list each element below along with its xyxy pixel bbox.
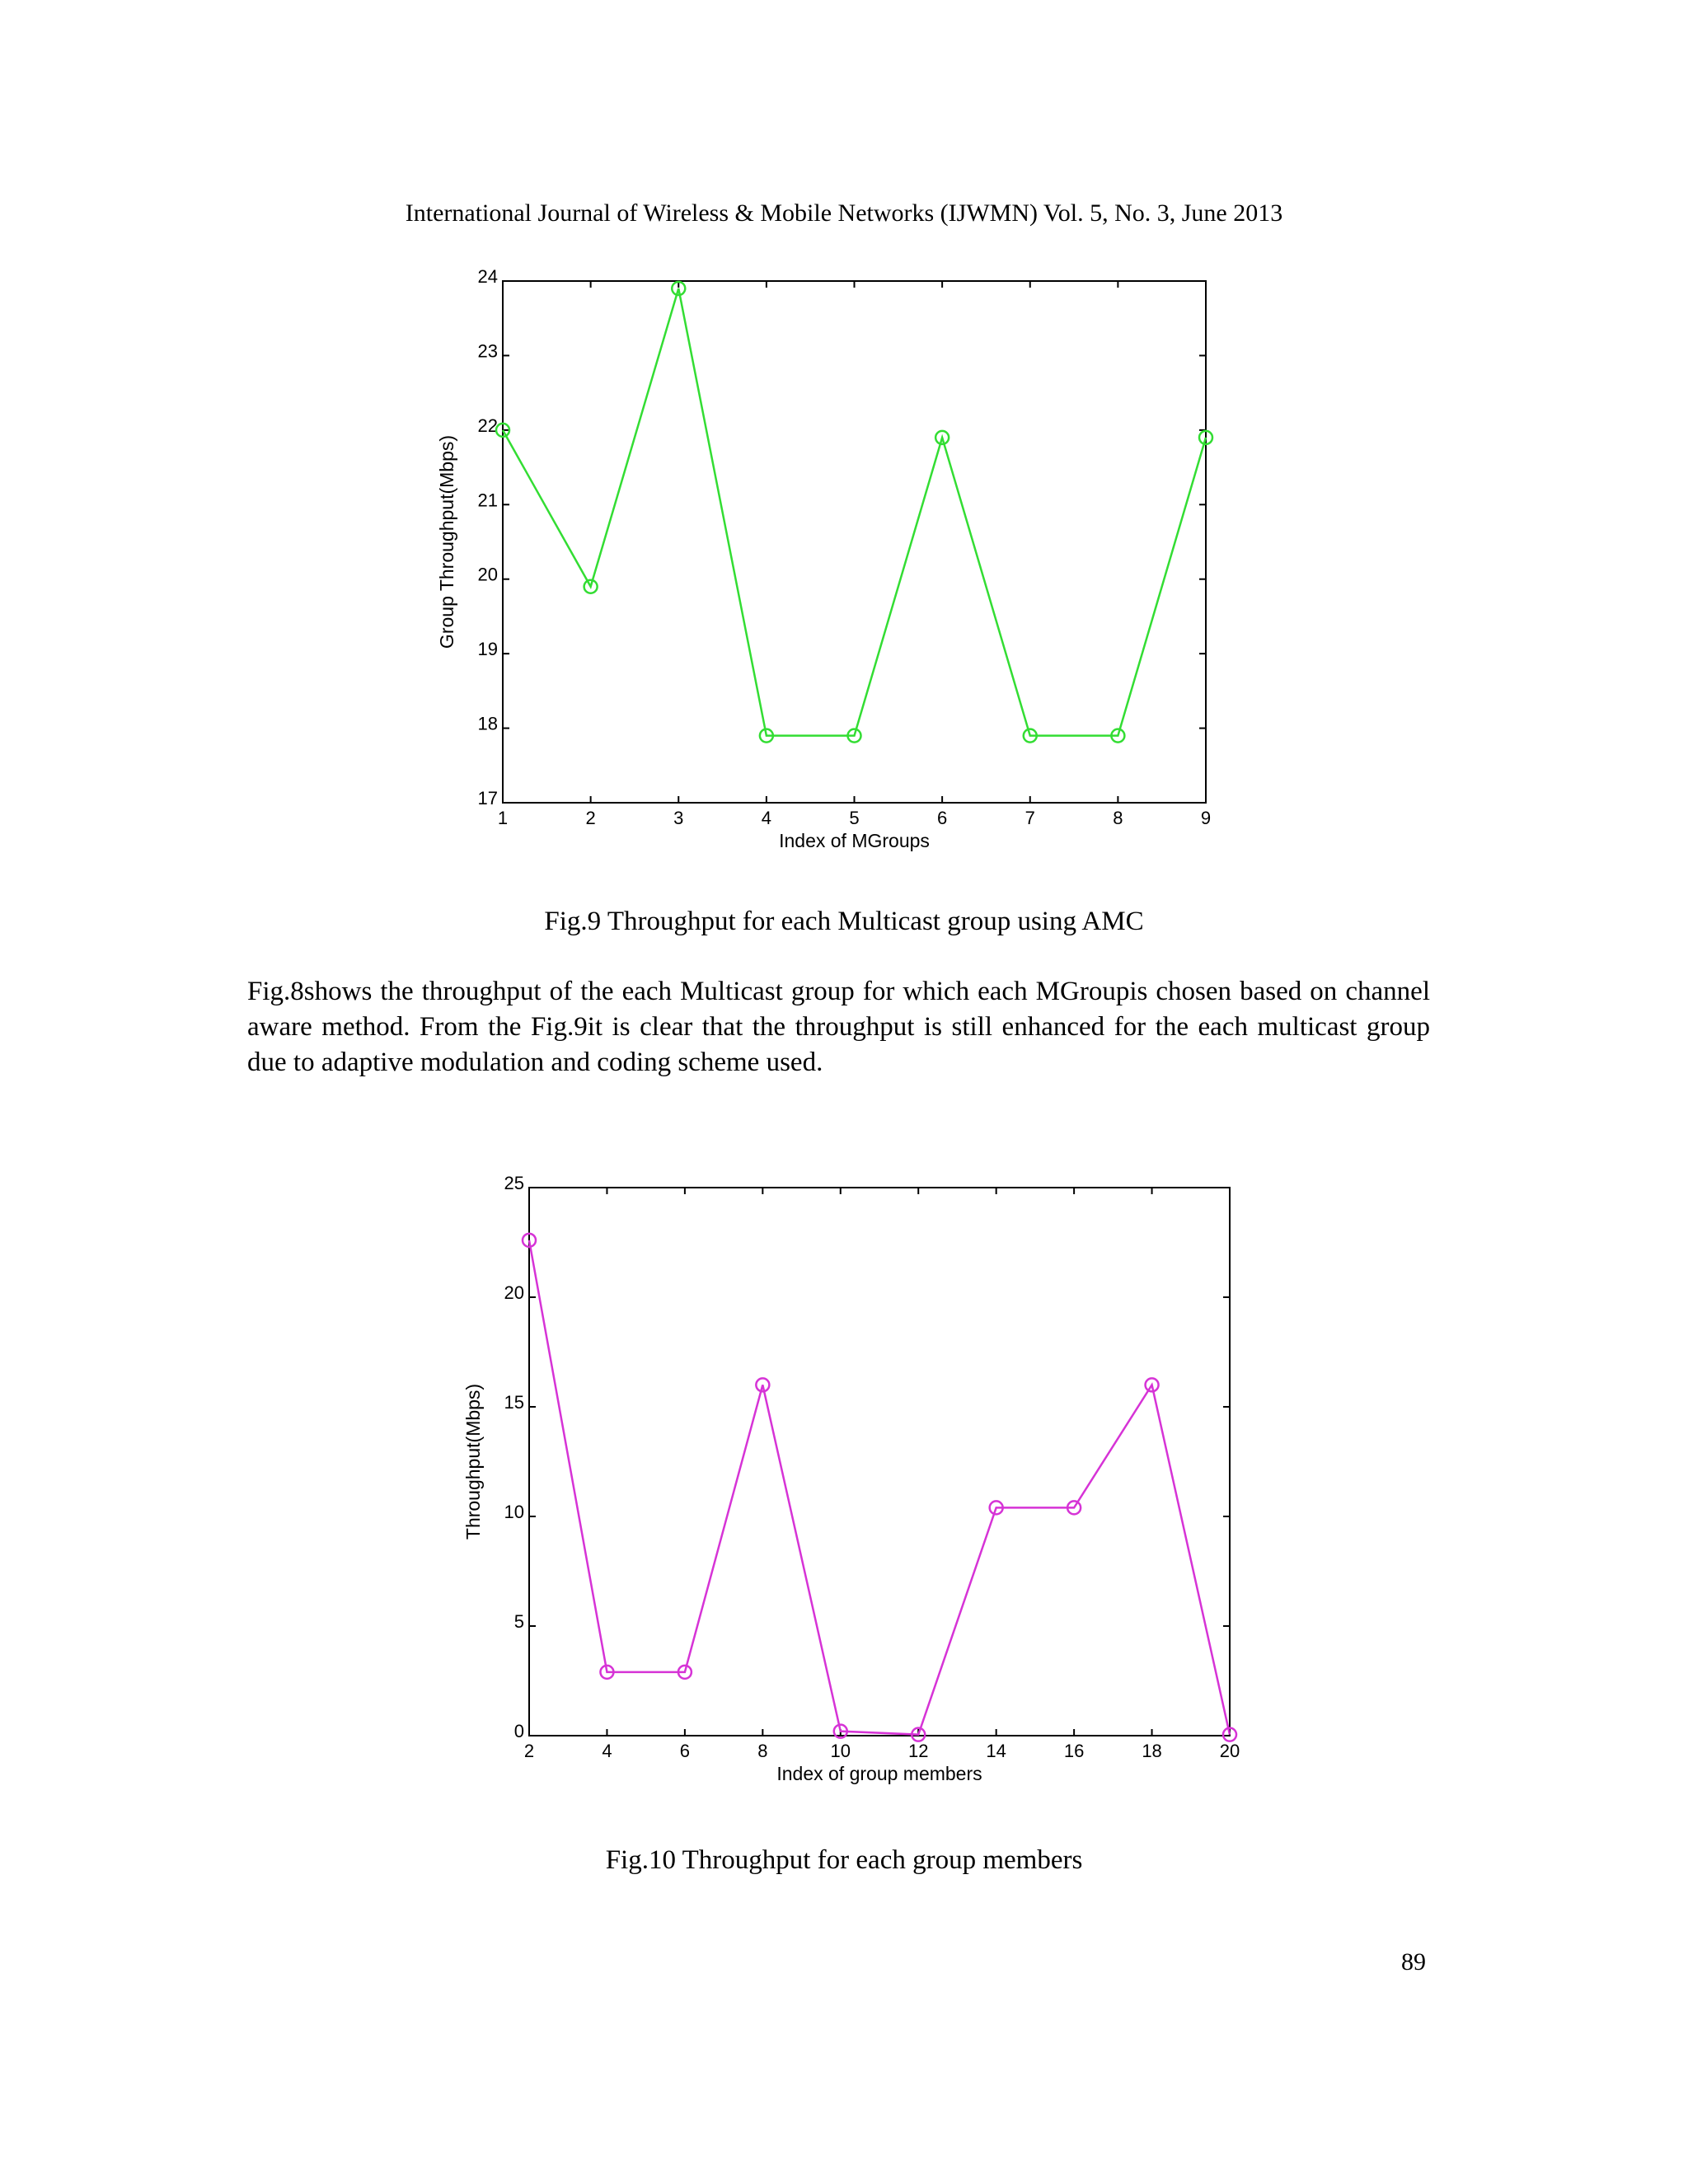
x-tick-label: 9 [1200,808,1212,828]
y-tick-label: 19 [477,639,498,660]
y-tick-label: 20 [477,564,498,585]
x-tick-label: 8 [1113,808,1123,828]
y-tick-label: 24 [477,266,498,287]
series-line [529,1240,1230,1735]
y-tick-label: 17 [477,788,498,808]
x-tick-label: 7 [1025,808,1035,828]
x-tick-label: 2 [585,808,596,828]
y-tick-label: 23 [477,340,498,362]
x-tick-label: 18 [1142,1741,1162,1761]
x-tick-label: 6 [937,808,948,828]
x-tick-label: 14 [986,1741,1006,1761]
page-number: 89 [1401,1948,1426,1975]
x-tick-label: 1 [497,808,509,828]
y-tick-label: 21 [477,490,498,511]
x-tick-label: 4 [761,808,771,828]
y-axis-label: Group Throughput(Mbps) [436,434,457,649]
body-paragraph: Fig.8shows the throughput of the each Multicast group for which each MGroupis chosen based on channel aware method. From the Fig.9it is clear that the throughput is still enhanced for the each multicast group due to adaptive modulation and coding scheme used. [247,977,1430,1077]
y-tick-label: 0 [513,1721,524,1741]
x-tick-label: 4 [602,1741,612,1761]
x-tick-label: 10 [830,1741,851,1761]
figure-9-caption: Fig.9 Throughput for each Multicast group using AMC [544,907,1144,936]
figure-10-caption: Fig.10 Throughput for each group members [605,1845,1083,1875]
y-tick-label: 5 [513,1611,524,1632]
x-tick-label: 16 [1063,1741,1085,1761]
y-tick-label: 18 [477,713,498,734]
x-axis-label: Index of MGroups [779,830,930,851]
x-tick-label: 8 [757,1741,768,1761]
x-tick-label: 20 [1219,1741,1240,1761]
x-tick-label: 12 [907,1741,929,1761]
y-tick-label: 22 [477,415,498,436]
y-tick-label: 25 [504,1173,524,1193]
plot-frame [529,1188,1230,1736]
x-axis-label: Index of group members [776,1763,982,1784]
running-header: International Journal of Wireless & Mobile Networks (IJWMN) Vol. 5, No. 3, June 2013 [405,199,1283,227]
x-tick-label: 3 [673,808,684,828]
y-tick-label: 15 [504,1392,524,1413]
y-tick-label: 10 [504,1502,524,1522]
x-tick-label: 6 [679,1741,691,1761]
y-tick-label: 20 [504,1282,524,1303]
x-tick-label: 2 [523,1741,535,1761]
x-tick-label: 5 [849,808,860,828]
y-axis-label: Throughput(Mbps) [462,1383,484,1540]
